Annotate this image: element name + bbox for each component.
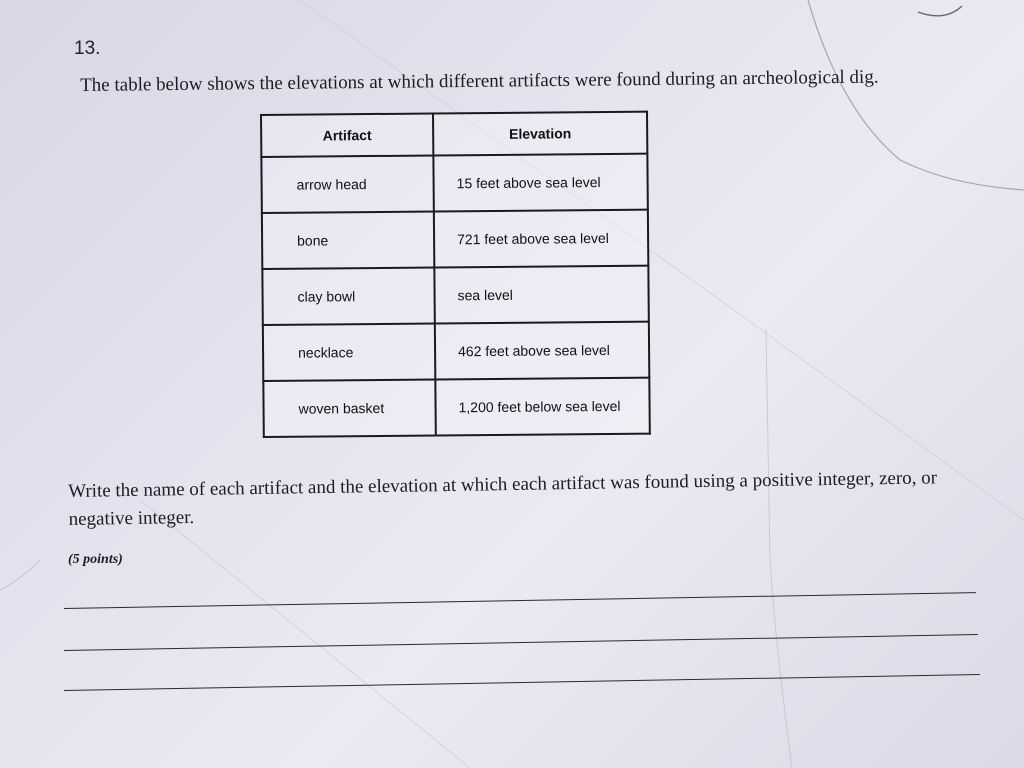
artifact-cell: woven basket — [263, 379, 435, 436]
header-artifact: Artifact — [261, 113, 433, 156]
table-row — [262, 266, 648, 325]
table-row — [262, 210, 648, 269]
question-intro: The table below shows the elevations at which different artifacts were found during an archeological dig. — [80, 66, 879, 96]
answer-line[interactable] — [64, 674, 980, 691]
question-number: 13. — [74, 38, 101, 59]
question-instructions: Write the name of each artifact and the elevation at which each artifact was found using a positive integer, zero, or negative integer. — [68, 467, 938, 530]
artifact-cell: bone — [262, 211, 434, 268]
elevation-cell: 721 feet above sea level — [434, 210, 648, 268]
table-row — [263, 378, 649, 437]
artifact-table-container — [260, 111, 651, 438]
answer-line[interactable] — [64, 634, 978, 651]
points-label: (5 points) — [68, 552, 123, 567]
artifact-cell: clay bowl — [262, 267, 434, 324]
elevation-cell: 1,200 feet below sea level — [435, 378, 649, 436]
artifact-cell: necklace — [263, 323, 435, 380]
header-elevation: Elevation — [433, 112, 647, 156]
elevation-cell: 15 feet above sea level — [433, 154, 647, 212]
table-row — [261, 154, 647, 213]
elevation-cell: 462 feet above sea level — [435, 322, 649, 380]
artifact-elevation-table — [260, 111, 651, 438]
answer-line[interactable] — [64, 592, 976, 609]
table-row — [263, 322, 649, 381]
elevation-cell: sea level — [434, 266, 648, 324]
artifact-cell: arrow head — [261, 155, 433, 212]
table-header-row — [261, 112, 647, 157]
